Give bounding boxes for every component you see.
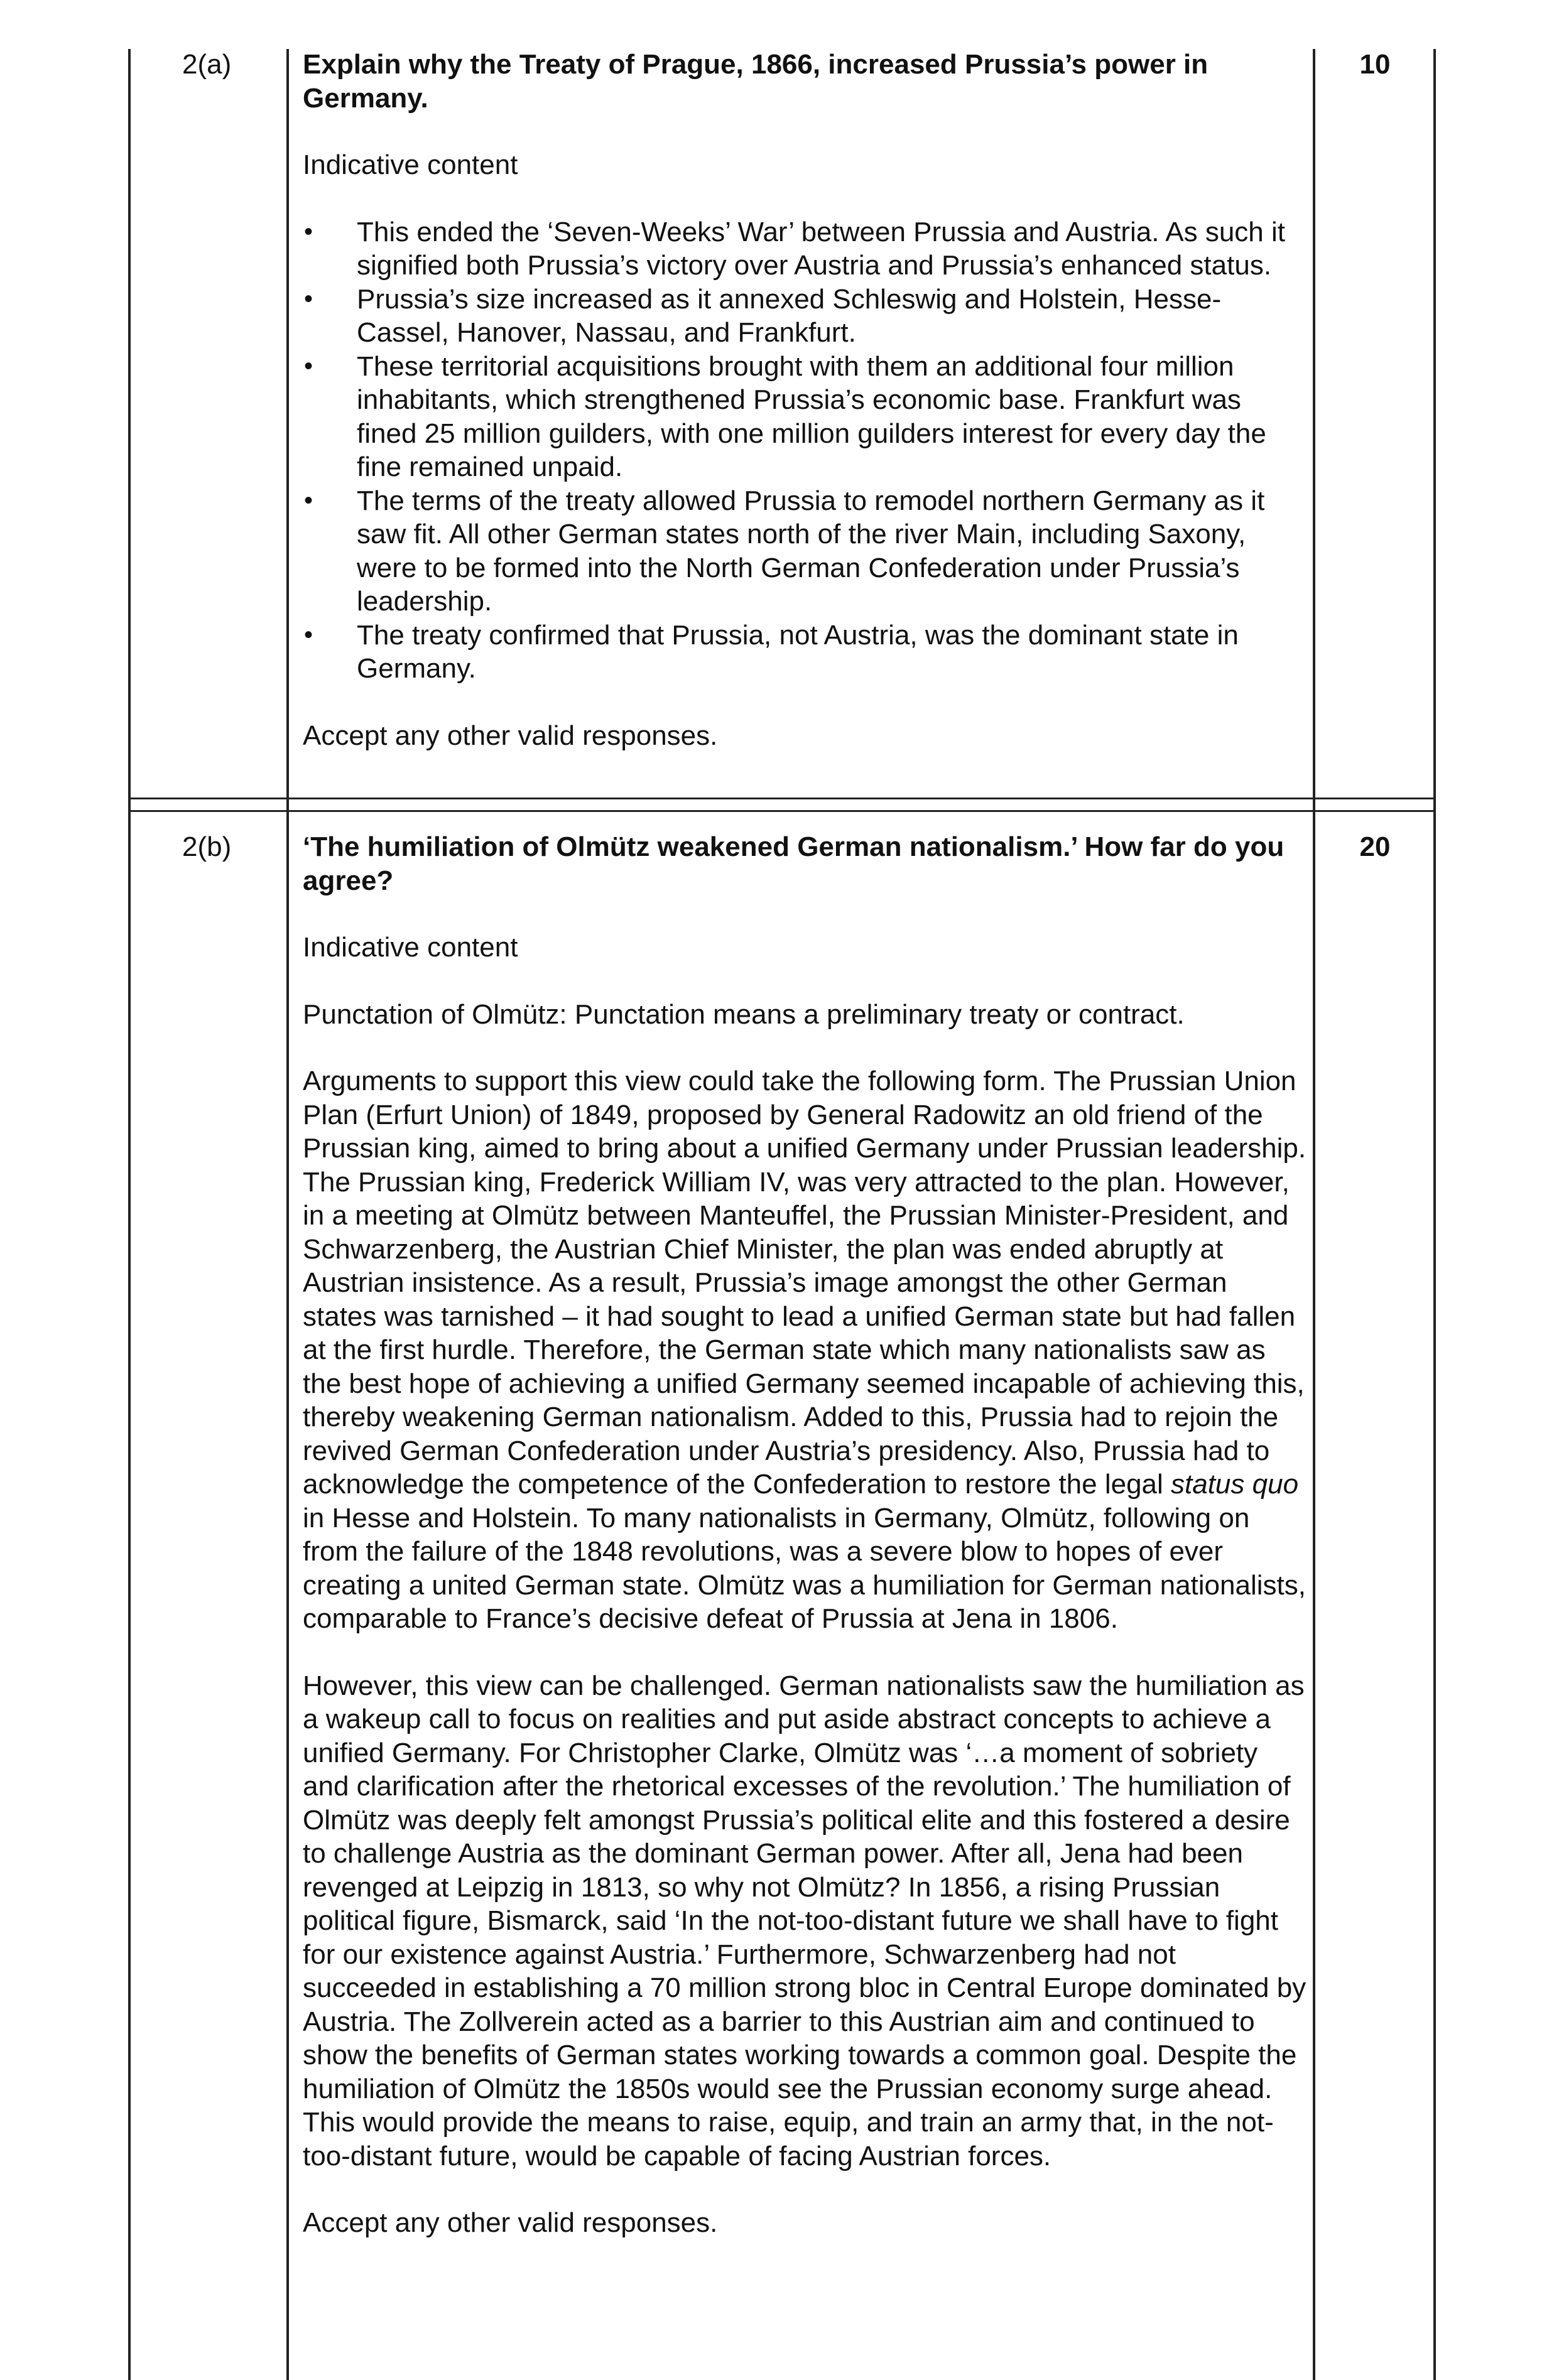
indicative-content-heading: Indicative content [303,932,518,963]
closing-note: Accept any other valid responses. [303,2207,718,2238]
list-item: • These territorial acquisitions brought with them an additional four million inhabitants, which strengthened Prussia’s economic base. Frankfurt was fined 25 million guilders, with one million guilders interest for every day the fine remained unpaid. [303,350,1308,484]
question-prompt: Explain why the Treaty of Prague, 1866, increased Prussia’s power in Germany. [303,49,1209,114]
list-item: • Prussia’s size increased as it annexed Schleswig and Holstein, Hesse-Cassel, Hanover, Nassau, and Frankfurt. [303,283,1308,350]
paragraph-text: in Hesse and Holstein. To many nationalists in Germany, Olmütz, following on from the failure of the 1848 revolutions, was a severe blow to hopes of ever creating a united German state. Olmütz was a humiliation for German nationalists, comparable to France’s decisive defeat of Prussia at Jena in 1806. [303,1502,1306,1634]
question-number: 2(b) [182,831,232,862]
paragraph-text: Arguments to support this view could take the following form. The Prussian Union Plan (Erfurt Union) of 1849, proposed by General Radowitz an old friend of the Prussian king, aimed to bring about a unified Germany under Prussian leadership. The Prussian king, Frederick William IV, was very attracted to the plan. However, in a meeting at Olmütz between Manteuffel, the Prussian Minister-President, and Schwarzenberg, the Austrian Chief Minister, the plan was ended abruptly at Austrian insistence. As a result, Prussia’s image amongst the other German states was tarnished – it had sought to lead a unified German state but had fallen at the first hurdle. Therefore, the German state which many nationalists saw as the best hope of achieving a unified Germany seemed incapable of achieving this, thereby weakening German nationalism. Added to this, Prussia had to rejoin the revived German Confederation under Austria’s presidency. Also, Prussia had to acknowledge the competence of the Confederation to restore the legal [303,1066,1306,1500]
question-marks: 10 [1359,49,1391,80]
table-border-number-column [286,49,289,2380]
table-border-content-column [1313,49,1315,2380]
list-item: • This ended the ‘Seven-Weeks’ War’ between Prussia and Austria. As such it signified both Prussia’s victory over Austria and Prussia’s enhanced status. [303,215,1308,283]
definition-text: Punctation of Olmütz: Punctation means a preliminary treaty or contract. [303,998,1185,1030]
row-separator-top [128,798,1436,799]
table-border-left [128,49,131,2380]
italic-term: status quo [1171,1469,1299,1500]
supporting-argument-paragraph [303,1064,1308,1636]
question-marks: 20 [1359,831,1391,862]
list-item: • The terms of the treaty allowed Prussia to remodel northern Germany as it saw fit. All other German states north of the river Main, including Saxony, were to be formed into the North German Confederation under Prussia’s leadership. [303,484,1308,619]
table-border-right [1433,49,1436,2380]
row-separator-bottom [128,810,1436,812]
question-number: 2(a) [182,49,232,80]
list-item: • The treaty confirmed that Prussia, not Austria, was the dominant state in Germany. [303,619,1308,686]
indicative-points-list [303,215,1308,686]
question-2a-content [303,48,1308,752]
indicative-content-heading: Indicative content [303,149,518,180]
question-prompt: ‘The humiliation of Olmütz weakened German nationalism.’ How far do you agree? [303,831,1285,896]
question-2b-content [303,830,1308,2240]
closing-note: Accept any other valid responses. [303,720,718,751]
counter-argument-paragraph: However, this view can be challenged. German nationalists saw the humiliation as a wakeup call to focus on realities and put aside abstract concepts to achieve a unified Germany. For Christopher Clarke, Olmütz was ‘…a moment of sobriety and clarification after the rhetorical excesses of the revolution.’ The humiliation of Olmütz was deeply felt amongst Prussia’s political elite and this fostered a desire to challenge Austria as the dominant German power. After all, Jena had been revenged at Leipzig in 1813, so why not Olmütz? In 1856, a rising Prussian political figure, Bismarck, said ‘In the not-too-distant future we shall have to fight for our existence against Austria.’ Furthermore, Schwarzenberg had not succeeded in establishing a 70 million strong bloc in Central Europe dominated by Austria. The Zollverein acted as a barrier to this Austrian aim and continued to show the benefits of German states working towards a common goal. Despite the humiliation of Olmütz the 1850s would see the Prussian economy surge ahead. This would provide the means to raise, equip, and train an army that, in the not-too-distant future, would be capable of facing Austrian forces. [303,1670,1306,2172]
